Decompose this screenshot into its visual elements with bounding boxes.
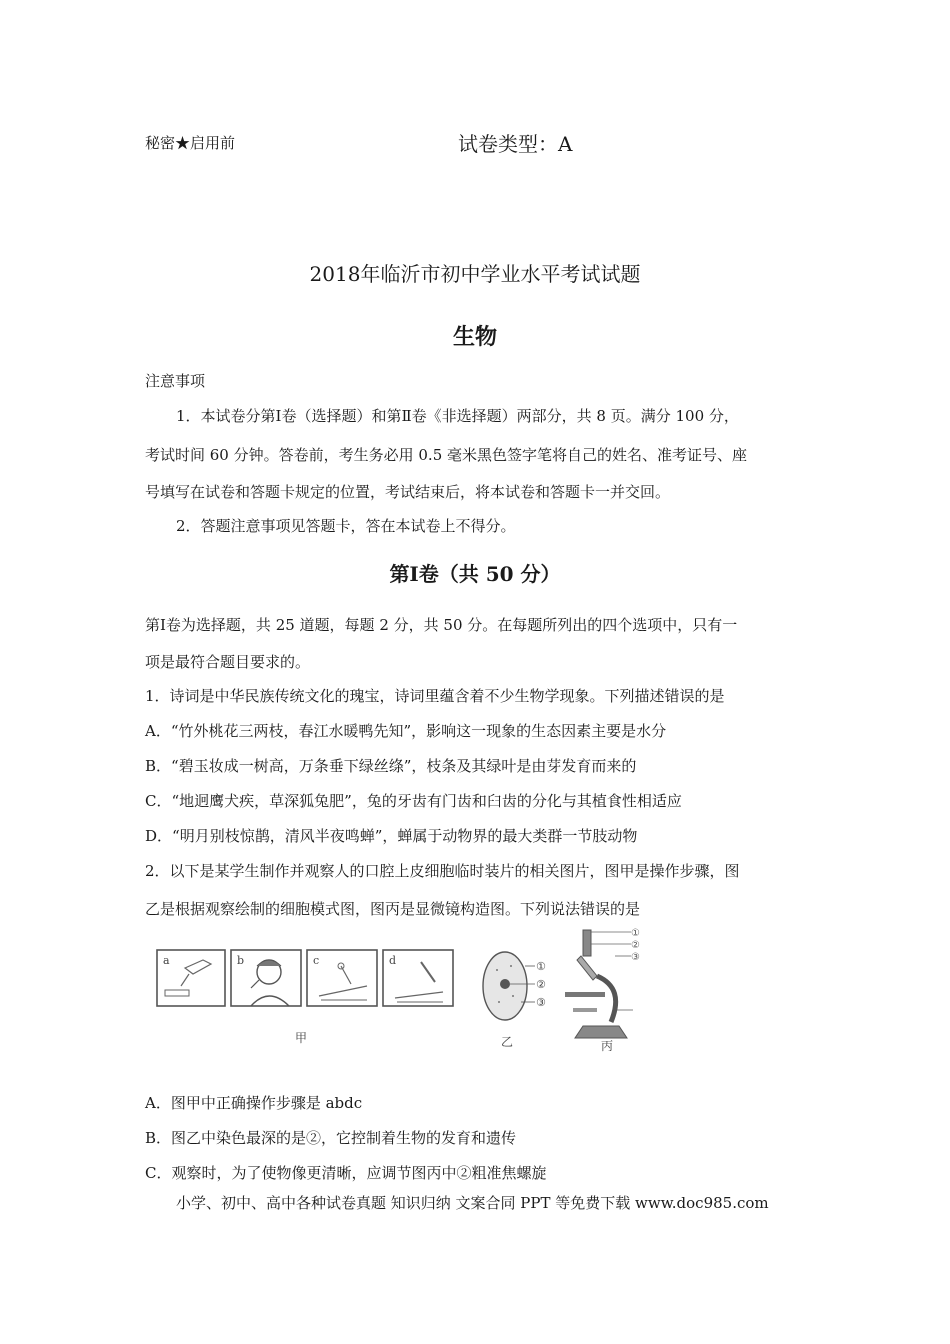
svg-text:①: ① (631, 928, 640, 939)
notice-heading: 注意事项 (145, 372, 206, 390)
svg-text:②: ② (631, 940, 640, 951)
notice-item-2: 2．答题注意事项见答题卡，答在本试卷上不得分。 (176, 517, 516, 535)
question-2-stem-line-1: 2．以下是某学生制作并观察人的口腔上皮细胞临时装片的相关图片，图甲是操作步骤，图 (145, 862, 740, 880)
panel-a-dropping-water (157, 950, 225, 1006)
confidential-mark: 秘密★启用前 (145, 134, 236, 152)
label-bing: 丙 (601, 1039, 614, 1053)
subject-title: 生物 (452, 324, 497, 350)
exam-title: 2018年临沂市初中学业水平考试试题 (309, 262, 641, 286)
question-2-option-a: A．图甲中正确操作步骤是 abdc (145, 1094, 363, 1112)
question-2-stem-line-2: 乙是根据观察绘制的细胞模式图，图丙是显微镜构造图。下列说法错误的是 (145, 900, 641, 918)
question-2-figure (145, 926, 657, 1054)
footer-note: 小学、初中、高中各种试卷真题 知识归纳 文案合同 PPT 等免费下载 www.doc985.com (176, 1194, 769, 1212)
cell-diagram (483, 952, 546, 1020)
question-1-option-d: D．“明月别枝惊鹊，清风半夜鸣蝉”，蝉属于动物界的最大类群一节肢动物 (145, 827, 638, 845)
label-jia: 甲 (295, 1031, 308, 1045)
panel-b-scraping-mouth (231, 950, 301, 1006)
svg-text:a: a (163, 954, 170, 967)
question-2-option-b: B．图乙中染色最深的是②，它控制着生物的发育和遗传 (145, 1129, 517, 1147)
exam-type: 试卷类型：A (458, 132, 573, 156)
section-heading: 第Ⅰ卷（共 50 分） (389, 562, 561, 586)
svg-text:c: c (313, 954, 320, 967)
notice-item-1-line-3: 号填写在试卷和答题卡规定的位置，考试结束后，将本试卷和答题卡一并交回。 (145, 483, 671, 501)
svg-text:③: ③ (536, 996, 546, 1009)
figure-illustration (145, 926, 657, 1054)
question-2-option-c: C．观察时，为了使物像更清晰，应调节图丙中②粗准焦螺旋 (145, 1164, 547, 1182)
svg-text:①: ① (536, 960, 546, 973)
question-1-option-b: B．“碧玉妆成一树高，万条垂下绿丝绦”，枝条及其绿叶是由芽发育而来的 (145, 757, 637, 775)
panel-d-staining (383, 950, 453, 1006)
label-yi: 乙 (501, 1035, 514, 1049)
section-intro-line-1: 第Ⅰ卷为选择题，共 25 道题，每题 2 分，共 50 分。在每题所列出的四个选项中，只有一 (145, 616, 738, 634)
question-1-stem: 1．诗词是中华民族传统文化的瑰宝，诗词里蕴含着不少生物学现象。下列描述错误的是 (145, 687, 725, 705)
notice-item-1-line-1: 1．本试卷分第Ⅰ卷（选择题）和第Ⅱ卷《非选择题）两部分，共 8 页。满分 100 分， (176, 407, 739, 425)
question-1-option-c: C．“地迥鹰犬疾，草深狐兔肥”，兔的牙齿有门齿和臼齿的分化与其植食性相适应 (145, 792, 682, 810)
microscope-diagram (565, 928, 640, 1038)
question-1-option-a: A．“竹外桃花三两枝，春江水暖鸭先知”，影响这一现象的生态因素主要是水分 (145, 722, 667, 740)
notice-item-1-line-2: 考试时间 60 分钟。答卷前，考生务必用 0.5 毫米黑色签字笔将自己的姓名、准考证号、座 (145, 446, 748, 464)
svg-text:d: d (389, 954, 397, 967)
panel-c-covering-slip (307, 950, 377, 1006)
section-intro-line-2: 项是最符合题目要求的。 (145, 653, 311, 671)
svg-text:b: b (237, 954, 245, 967)
svg-text:②: ② (536, 978, 546, 991)
svg-text:③: ③ (631, 952, 640, 963)
